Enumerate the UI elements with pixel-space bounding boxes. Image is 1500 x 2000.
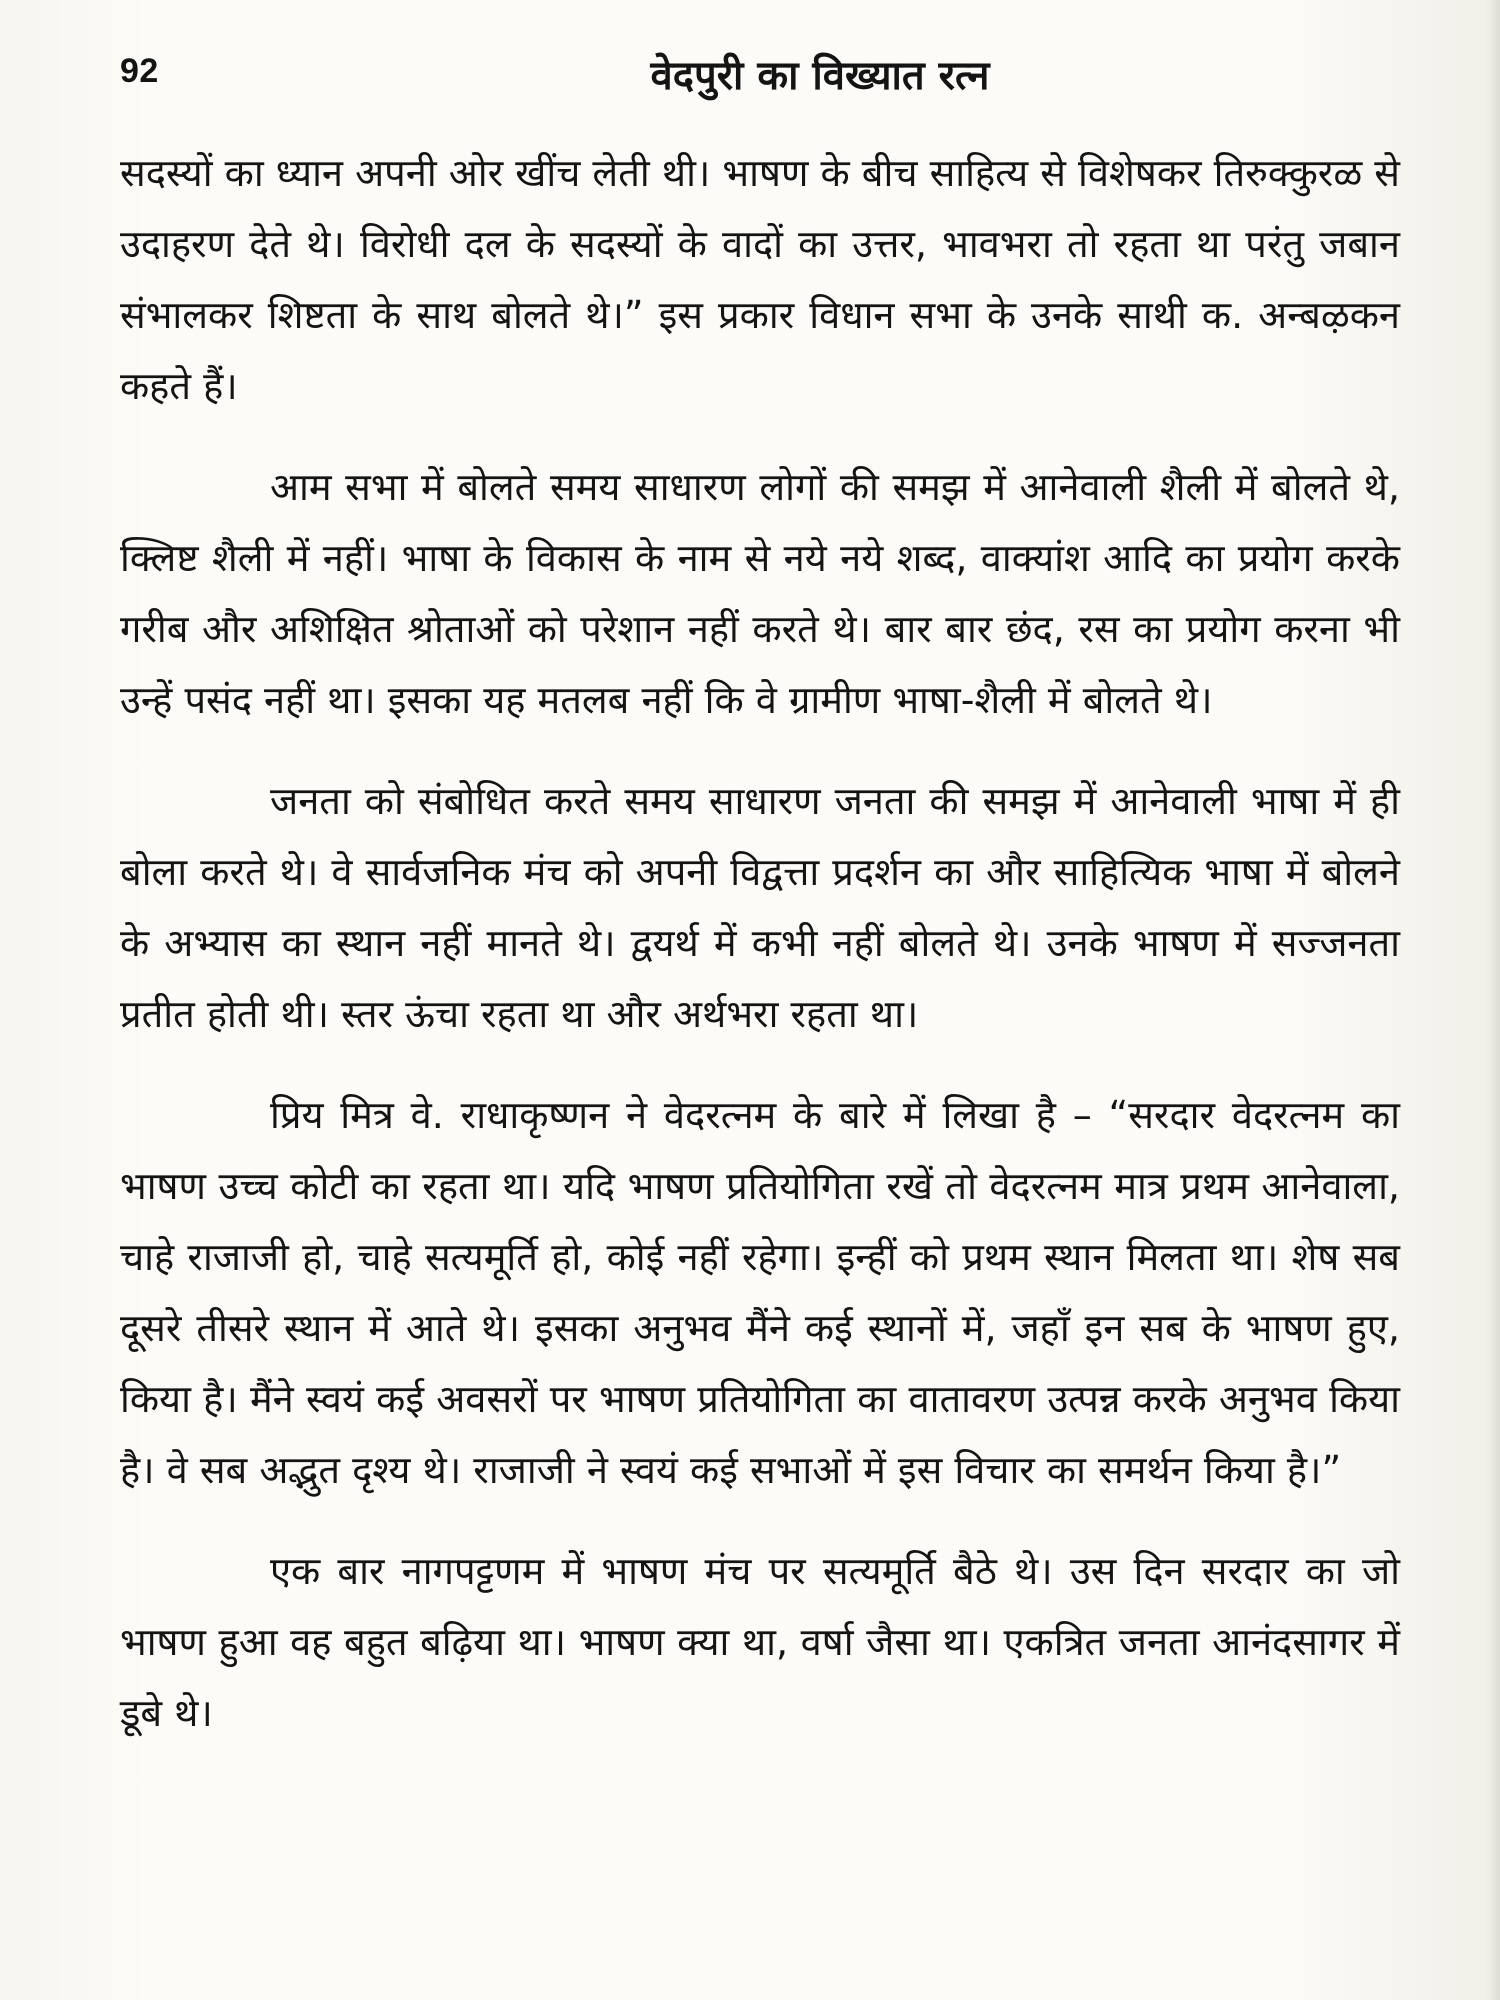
paragraph: एक बार नागपट्टणम में भाषण मंच पर सत्यमूर्ति बैठे थे। उस दिन सरदार का जो भाषण हुआ वह बहुत बढ़िया था। भाषण क्या था, वर्षा जैसा था। एकत्रित जनता आनंदसागर में डूबे थे। bbox=[120, 1549, 1400, 1735]
page-edge-shadow bbox=[1486, 0, 1500, 2000]
paragraph-quote: प्रिय मित्र वे. राधाकृष्णन ने वेदरत्नम के बारे में लिखा है – “सरदार वेदरत्नम का भाषण उच्च कोटी का रहता था। यदि भाषण प्रतियोगिता रखें तो वेदरत्नम मात्र प्रथम आनेवाला, चाहे राजाजी हो, चाहे सत्यमूर्ति हो, कोई नहीं रहेगा। इन्हीं को प्रथम स्थान मिलता था। शेष सब दूसरे तीसरे स्थान में आते थे। इसका अनुभव मैंने कई स्थानों में, जहाँ इन सब के भाषण हुए, किया है। मैंने स्वयं कई अवसरों पर भाषण प्रतियोगिता का वातावरण उत्पन्न करके अनुभव किया है। वे सब अद्भुत दृश्य थे। राजाजी ने स्वयं कई सभाओं में इस विचार का समर्थन किया है।” bbox=[120, 1093, 1400, 1492]
paragraph: आम सभा में बोलते समय साधारण लोगों की समझ में आनेवाली शैली में बोलते थे, क्लिष्ट शैली में नहीं। भाषा के विकास के नाम से नये नये शब्द, वाक्यांश आदि का प्रयोग करके गरीब और अशिक्षित श्रोताओं को परेशान नहीं करते थे। बार बार छंद, रस का प्रयोग करना भी उन्हें पसंद नहीं था। इसका यह मतलब नहीं कि वे ग्रामीण भाषा-शैली में बोलते थे। bbox=[120, 465, 1400, 722]
paragraph-continued: सदस्यों का ध्यान अपनी ओर खींच लेती थी। भाषण के बीच साहित्य से विशेषकर तिरुक्कुरळ से उदाहरण देते थे। विरोधी दल के सदस्यों के वादों का उत्तर, भावभरा तो रहता था परंतु जबान संभालकर शिष्टता के साथ बोलते थे।” इस प्रकार विधान सभा के उनके साथी क. अन्बऴकन कहते हैं। bbox=[120, 151, 1400, 408]
body-text bbox=[120, 138, 1400, 1779]
running-title: वेदपुरी का विख्यात रत्न bbox=[650, 53, 990, 99]
page-number: 92 bbox=[120, 52, 159, 90]
paragraph: जनता को संबोधित करते समय साधारण जनता की समझ में आनेवाली भाषा में ही बोला करते थे। वे सार्वजनिक मंच को अपनी विद्वत्ता प्रदर्शन का और साहित्यिक भाषा में बोलने के अभ्यास का स्थान नहीं मानते थे। द्वयर्थ में कभी नहीं बोलते थे। उनके भाषण में सज्जनता प्रतीत होती थी। स्तर ऊंचा रहता था और अर्थभरा रहता था। bbox=[120, 779, 1400, 1036]
page-header bbox=[120, 48, 1400, 108]
